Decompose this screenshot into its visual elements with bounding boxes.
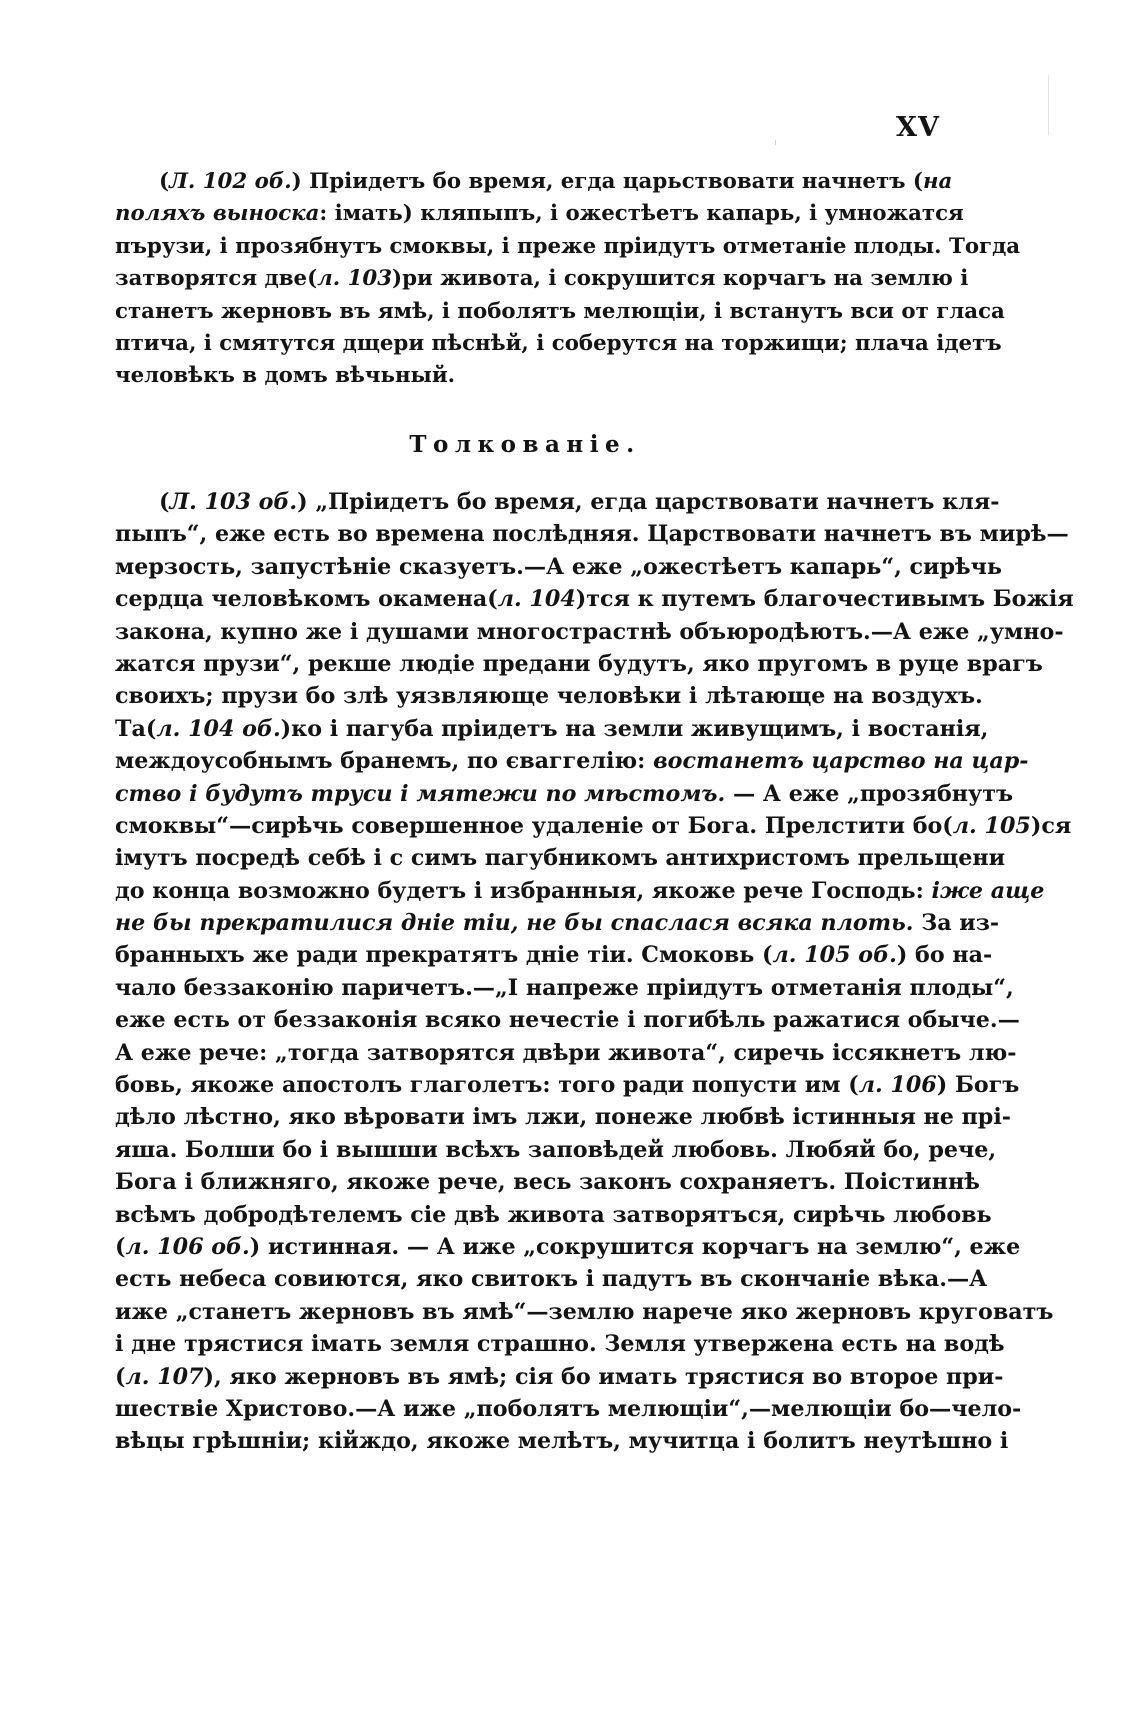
page-edge-mark [1048,75,1049,135]
text-run: чало беззаконію паричетъ.—„І напреже пріидутъ отметанія плоды“, [115,974,1014,1001]
italic-text-run: л. 105 [952,812,1031,839]
text-line [115,198,964,230]
text-run: ( [115,1363,126,1390]
text-line [115,1231,1021,1263]
text-line [115,518,1069,550]
text-line [115,1101,1011,1133]
text-line [115,907,1000,939]
text-run: ) бо на- [896,942,993,969]
text-run: )ся [1030,812,1072,839]
text-run: ), яко жерновъ въ ямѣ; сія бо имать трястися во второе при- [203,1363,1004,1390]
text-line [115,263,969,295]
text-run: пърузи, і прозябнутъ смоквы, і преже пріидутъ отметаніе плоды. Тогда [115,233,1021,259]
text-line [115,486,1000,518]
text-run: ( [115,1233,126,1260]
italic-text-run: поляхъ выноска [115,201,320,227]
text-line [115,1425,1009,1457]
italic-text-run: л. 106 об. [125,1233,250,1260]
text-run: А еже рече: „тогда затворятся двѣри живота“, сиречь іссякнетъ лю- [115,1039,1017,1066]
text-line [115,1037,1017,1069]
original-text-paragraph [115,166,1021,393]
section-heading: Толкованіе. [409,431,641,458]
italic-text-run: іже аще [931,877,1045,904]
text-line [115,1361,1004,1393]
text-run: шествіе Христово.—А иже „поболятъ мелющіи“,—мелющіи бо—чело- [115,1395,1022,1422]
text-line [115,1166,980,1198]
text-line [115,1393,1022,1425]
text-line [115,1134,997,1166]
italic-text-run: л. 104 об. [156,715,281,742]
text-run: человѣкъ в домъ вѣчьный. [115,363,456,389]
text-run: еже есть от беззаконія всяко нечестіе і погибѣль ражатися обыче.— [115,1007,1020,1034]
print-speck [775,140,776,145]
text-line [115,166,953,198]
text-run: смоквы“—сирѣчь совершенное удаленіе от Бога. Прелстити бо( [115,812,953,839]
text-line [115,810,1072,842]
text-line [115,648,1043,680]
text-run: закона, купно же і душами многострастнѣ объюродѣютъ.—А еже „умно- [115,618,1064,645]
text-run: всѣмъ добродѣтелемъ сіе двѣ живота затворятъся, сирѣчь любовь [115,1201,992,1228]
text-run: вѣцы грѣшніи; кійждо, якоже мелѣтъ, мучитца і болитъ неутѣшно і [115,1428,1009,1455]
italic-text-run: л. 104 [497,586,576,613]
text-run: сердца человѣкомъ окамена( [115,586,498,613]
text-run: : імать) кляпыпъ, і ожестѣетъ капарь, і умножатся [319,201,964,227]
text-line [115,296,1005,328]
text-run: бовь, якоже апостолъ глаголетъ: того ради попусти им ( [115,1072,859,1099]
text-run: і дне трястися імать земля страшно. Земля утвержена есть на водѣ [115,1331,1005,1358]
text-line [115,583,1074,615]
text-run: своихъ; прузи бо злѣ уязвляюще человѣки і лѣтающе на воздухъ. [115,683,983,710]
italic-text-run: Л. 103 об. [169,489,298,515]
text-run: За из- [913,910,1000,937]
text-run: пыпъ“, еже есть во времена послѣдняя. Царствовати начнетъ въ мирѣ— [115,521,1069,548]
text-run: затворятся две( [115,266,318,292]
italic-text-run: ство і будутъ труси і мятежи по мѣстомъ. [115,780,726,807]
text-line [115,1004,1020,1036]
text-line [115,1199,992,1231]
italic-text-run: не бы прекратилися дніе тіи, не бы спаслася всяка плоть. [115,910,914,937]
text-run: ) Богъ [936,1072,1020,1099]
text-line [115,1263,988,1295]
text-line [115,1069,1020,1101]
text-run: бранныхъ же ради прекратятъ дніе тіи. Смоковь ( [115,942,773,969]
text-run: мерзость, запустѣніе сказуетъ.—А еже „ожестѣетъ капарь“, сирѣчь [115,553,1002,580]
italic-text-run: л. 106 [858,1072,937,1099]
text-line [115,231,1021,263]
text-run: дѣло лѣстно, яко вѣровати імъ лжи, понеже любвѣ істинныя не прі- [115,1104,1011,1131]
text-line [115,939,993,971]
italic-text-run: л. 105 об. [772,942,897,969]
text-run: яша. Болши бо і вышши всѣхъ заповѣдей любовь. Любяй бо, рече, [115,1136,997,1163]
text-line [115,972,1014,1004]
text-line [115,360,935,392]
text-line [115,1296,1054,1328]
text-run: междоусобнымъ бранемъ, по єваггелію: [115,748,654,775]
text-line [115,1328,1005,1360]
text-line [115,328,1002,360]
text-line [115,713,989,745]
page-number: XV [896,112,940,143]
italic-text-run: л. 107 [125,1363,204,1390]
text-run: ) „Пріидетъ бо время, егда царствовати начнетъ кля- [297,489,1000,515]
text-line [115,616,1064,648]
text-run: )ко і пагуба пріидетъ на земли живущимъ, і востанія, [280,715,989,742]
text-run: жатся прузи“, рекше людіе предани будутъ, яко пругомъ в руце врагъ [115,650,1043,677]
text-run: ( [159,169,170,194]
text-run: станетъ жерновъ въ ямѣ, і поболятъ мелющіи, і встанутъ вси от гласа [115,298,1005,324]
text-run: імутъ посредѣ себѣ і с симъ пагубникомъ антихристомъ прельщени [115,845,1006,872]
text-run: Бога і ближняго, якоже рече, весь законъ сохраняетъ. Поістиннѣ [115,1169,980,1196]
text-line [115,778,1013,810]
text-run: птича, і смятутся дщери пѣснѣй, і соберутся на торжищи; плача ідетъ [115,330,1002,356]
italic-text-run: Л. 102 об. [169,169,292,194]
italic-text-run: на [923,169,953,194]
text-run: Та( [115,715,157,742]
text-run: )ри живота, і сокрушится корчагъ на землю і [392,266,969,292]
text-line [115,680,983,712]
text-run: ) Пріидетъ бо время, егда царьствовати начнетъ ( [291,169,923,194]
text-run: ) истинная. — А иже „сокрушится корчагъ на землю“, еже [249,1233,1021,1260]
italic-text-run: востанетъ царство на цар- [653,748,1029,775]
italic-text-run: л. 103 [317,266,393,292]
commentary-paragraph [115,486,1074,1458]
text-line [115,842,1006,874]
text-run: )тся к путемъ благочестивымъ Божія [575,586,1074,613]
text-line [115,875,1045,907]
text-run: есть небеса совиются, яко свитокъ і падутъ въ скончаніе вѣка.—А [115,1266,988,1293]
text-run: до конца возможно будетъ і избранныя, якоже рече Господь: [115,877,932,904]
text-line [115,551,1002,583]
text-run: ( [159,489,170,515]
text-run: иже „станетъ жерновъ въ ямѣ“—землю нарече яко жерновъ круговатъ [115,1298,1054,1325]
text-line [115,745,1029,777]
text-run: — А еже „прозябнутъ [725,780,1013,807]
